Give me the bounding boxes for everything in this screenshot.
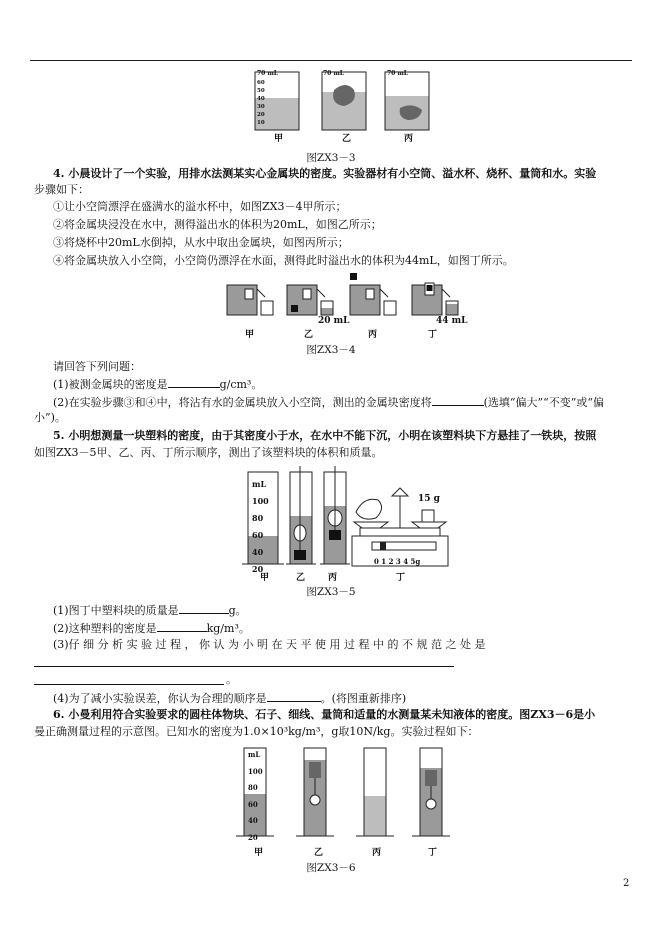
- fig6-label-bing: 丙: [372, 848, 382, 858]
- tick-label: 100: [252, 496, 269, 506]
- q5-sub3-end: 。: [226, 673, 237, 686]
- cylinder6-yi: [296, 748, 334, 836]
- q5-intro-text: 5. 小明想测量一块塑料的密度，由于其密度小于水，在水中不能下沉，小明在该塑料块下方悬挂了一铁块，按照: [53, 429, 597, 442]
- q4-intro-line2: 步骤如下：: [34, 183, 89, 196]
- q5-sub2-unit: kg/m³。: [206, 622, 250, 635]
- caption-zx3-4: 图ZX3－4: [306, 344, 356, 356]
- q4-sub2-text: (2)在实验步骤③和④中，将沾有水的金属块放入小空筒，测出的金属块密度将: [53, 396, 432, 409]
- cylinder-yi: [286, 466, 316, 564]
- tick-label: 70 mL: [257, 70, 279, 77]
- fig6-label-ding: 丁: [428, 848, 438, 858]
- q5-sub2-answer-blank[interactable]: [157, 620, 207, 632]
- fig5-label-ding: 丁: [396, 573, 406, 583]
- beaker-ticks-yi: [323, 70, 344, 77]
- q4-step-3: ③将烧杯中20mL水倒掉，从水中取出金属块，如图丙所示；: [53, 236, 349, 249]
- tick-label: 100: [248, 766, 263, 776]
- fig3-label-yi: 乙: [342, 134, 352, 144]
- q5-intro-line1: [53, 429, 596, 443]
- figure-zx3-3: [250, 68, 450, 140]
- beaker-ticks-bing: [387, 70, 408, 77]
- page-number: 2: [623, 878, 630, 889]
- q5-sub2: [53, 620, 250, 636]
- q5-sub4-text: (4)为了减小实验误差，你认为合理的顺序是: [53, 692, 267, 705]
- cylinder6-ding: [412, 748, 450, 836]
- tick-label: 70 mL: [387, 70, 409, 77]
- caption-zx3-3: 图ZX3－3: [306, 152, 356, 164]
- overflow-setup-ding: [412, 283, 458, 315]
- fig6-label-yi: 乙: [314, 848, 324, 858]
- q4-sub2-end: 小”)。: [34, 411, 66, 424]
- q5-sub1-text: (1)图丁中塑料块的质量是: [53, 604, 179, 617]
- tick-label: 30: [257, 104, 265, 110]
- figure-zx3-5: [240, 466, 460, 576]
- tick-label: mL: [252, 479, 267, 489]
- overflow-setup-yi: [287, 285, 333, 315]
- tick-label: 40: [248, 816, 258, 825]
- q4-step-2: ②将金属块浸没在水中，测得溢出水的体积为20mL，如图乙所示；: [53, 218, 382, 231]
- beaker-ticks-jia: [257, 70, 278, 77]
- tick-label: 60: [252, 530, 264, 540]
- cylinder6-bing: [356, 748, 394, 836]
- tick-label: mL: [248, 750, 261, 759]
- q4-sub1-text: (1)被测金属块的密度是: [53, 378, 168, 391]
- q5-intro-line2: 如图ZX3－5甲、乙、丙、丁所示顺序，测出了该塑料块的体积和质量。: [34, 446, 383, 459]
- q5-sub1: [53, 602, 247, 618]
- tick-label: 20: [257, 112, 265, 118]
- tick-label: 80: [248, 783, 258, 792]
- tick-label: 60: [257, 80, 265, 86]
- overflow-setup-bing: [350, 273, 396, 315]
- q5-sub4-answer-blank[interactable]: [267, 690, 321, 702]
- q6-intro-line1: [53, 708, 595, 722]
- tick-label: 70 mL: [323, 70, 345, 77]
- q4-sub1-unit: g/cm³。: [219, 378, 263, 391]
- fig4-cup-label-20: 20 mL: [318, 316, 350, 326]
- tick-label: 20: [252, 564, 264, 574]
- beaker-bing: [385, 72, 429, 130]
- header-rule: [30, 60, 632, 61]
- fig5-label-jia: 甲: [260, 573, 270, 583]
- tick-label: 40: [257, 96, 265, 102]
- fig6-label-jia: 甲: [254, 848, 264, 858]
- q4-sub2-options: (选填“偏大”“不变”或“偏: [483, 396, 605, 409]
- q4-sub2: [53, 394, 604, 410]
- q6-intro-text: 6. 小曼利用符合实验要求的圆柱体物块、石子、细线、量筒和适量的水测量某未知液体的密度。图ZX3－6是小: [53, 708, 596, 721]
- q5-sub1-answer-blank[interactable]: [179, 602, 229, 614]
- fig4-label-yi: 乙: [304, 330, 314, 340]
- q5-sub3-answer-line2[interactable]: [34, 684, 224, 685]
- q6-intro-line2: 曼正确测量过程的示意图。已知水的密度为1.0×10³kg/m³，g取10N/kg。实验过程如下：: [34, 725, 479, 738]
- fig4-label-jia: 甲: [245, 330, 255, 340]
- fig4-cup-label-44: 44 mL: [436, 316, 468, 326]
- cylinder6-scale-jia: [248, 747, 263, 846]
- q5-sub4: [53, 690, 406, 706]
- q4-step-4: ④将金属块放入小空筒，小空筒仍漂浮在水面，测得此时溢出水的体积为44mL，如图丁所示。: [53, 254, 514, 267]
- caption-zx3-5: 图ZX3－5: [306, 586, 356, 598]
- fig5-label-bing: 丙: [328, 573, 338, 583]
- cylinder-bing: [320, 466, 350, 564]
- fig5-label-yi: 乙: [296, 573, 306, 583]
- q5-sub3: (3)仔 细 分 析 实 验 过 程 ， 你 认 为 小 明 在 天 平 使 用 过 程 中 的 不 规 范 之 处 是: [53, 638, 486, 651]
- cylinder-scale-jia: [252, 476, 269, 578]
- caption-zx3-6: 图ZX3－6: [306, 862, 356, 874]
- q5-sub2-text: (2)这种塑料的密度是: [53, 622, 157, 635]
- q5-sub1-unit: g。: [228, 604, 247, 617]
- q5-sub4-end: 。(将图重新排序): [320, 692, 407, 705]
- tick-label: 60: [248, 799, 258, 809]
- tick-label: 20: [248, 832, 258, 842]
- q4-sub1: [53, 376, 262, 392]
- fig3-label-jia: 甲: [274, 134, 284, 144]
- q4-intro-text: 4. 小晨设计了一个实验，用排水法测某实心金属块的密度。实验器材有小空筒、溢水杯、烧杯、量筒和水。实验: [53, 167, 597, 180]
- beaker-yi: [322, 72, 366, 130]
- q4-sub1-answer-blank[interactable]: [168, 376, 220, 388]
- tick-label: 40: [252, 547, 264, 557]
- tick-label: 50: [257, 88, 265, 94]
- beaker-scale: [257, 79, 265, 127]
- fig3-label-bing: 丙: [404, 134, 414, 144]
- tick-label: 80: [252, 513, 264, 523]
- fig4-label-ding: 丁: [428, 330, 438, 340]
- q4-ask: 请回答下列问题：: [53, 360, 141, 373]
- q4-step-1: ①让小空筒漂浮在盛满水的溢水杯中，如图ZX3－4甲所示；: [53, 200, 347, 213]
- balance-mass-label: 15 g: [418, 494, 440, 504]
- overflow-setup-jia: [227, 285, 273, 315]
- figure-zx3-6: [230, 744, 450, 842]
- tick-label: 10: [257, 120, 265, 126]
- balance-scale-ticks: 0 1 2 3 4 5g: [374, 557, 421, 566]
- fig4-label-bing: 丙: [368, 330, 378, 340]
- q4-intro-line1: [53, 167, 596, 181]
- q5-sub3-answer-line[interactable]: [34, 666, 454, 667]
- q4-sub2-answer-blank[interactable]: [432, 394, 484, 406]
